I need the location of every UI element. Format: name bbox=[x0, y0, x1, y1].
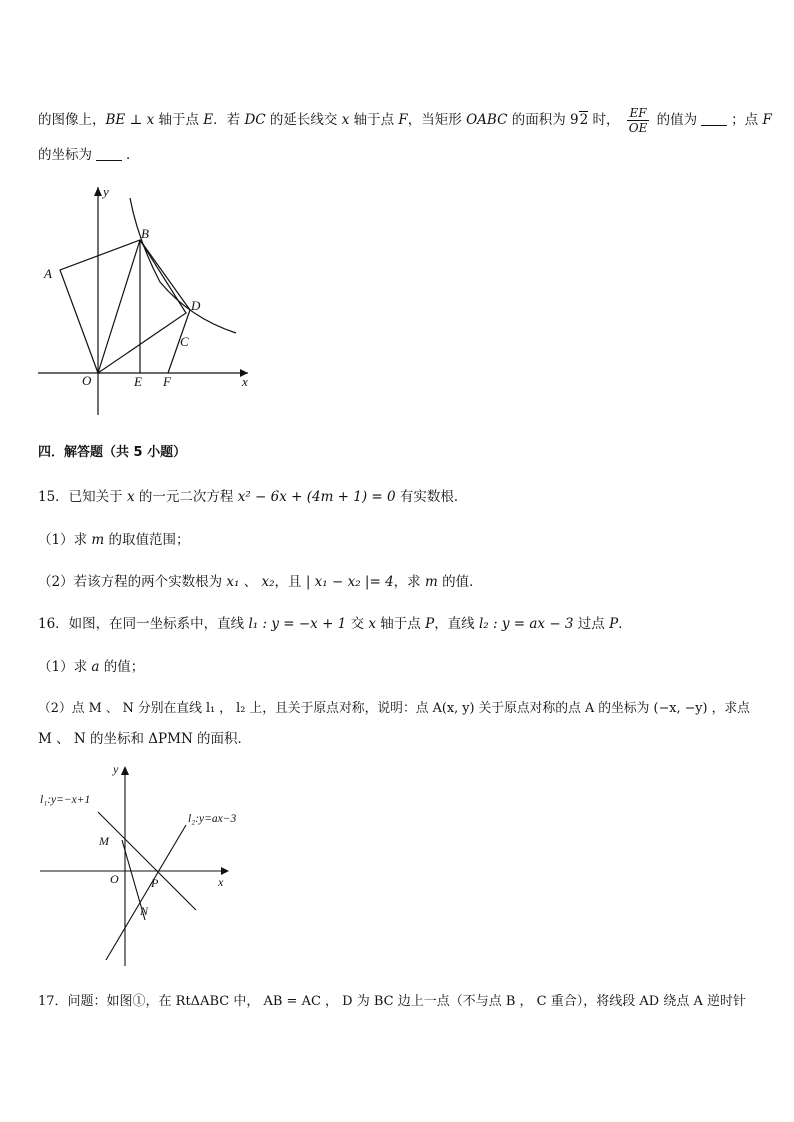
answer-blank-1[interactable] bbox=[701, 113, 727, 126]
q17-stem: 17．问题：如图①，在 RtΔABC 中， AB = AC ， D 为 BC 边上一点（不与点 B ， C 重合），将线段 AD 绕点 A 逆时针 bbox=[38, 994, 746, 1009]
y-axis-arrow-icon bbox=[94, 187, 102, 196]
sqrt-two: 2 bbox=[579, 112, 589, 128]
line-l1 bbox=[98, 812, 196, 910]
label-o: O bbox=[110, 872, 119, 886]
label-n: N bbox=[140, 904, 149, 918]
segment-ob bbox=[98, 240, 140, 373]
label-d: D bbox=[191, 298, 201, 313]
q14-line-2: 的坐标为 ． bbox=[38, 147, 140, 163]
label-f: F bbox=[163, 374, 171, 389]
figure-two-lines bbox=[30, 758, 280, 970]
label-l2: l₂:y=ax−3 bbox=[188, 813, 237, 825]
section-heading: 四．解答题（共 5 小题） bbox=[38, 445, 187, 460]
label-a: A bbox=[44, 266, 52, 281]
q16-part-2-line-1: （2）点 M 、 N 分别在直线 l₁ ， l₂ 上，且关于原点对称，说明：点 A(x, y) 关于原点对称的点 A 的坐标为 (−x, −y) ，求点 bbox=[38, 701, 750, 716]
x-axis-arrow-icon bbox=[221, 867, 229, 875]
label-c: C bbox=[180, 334, 189, 349]
rectangle-oabc bbox=[60, 240, 186, 373]
q16-stem: 16．如图，在同一坐标系中，直线 l₁ : y = −x + 1 交 x 轴于点 P，直线 l₂ : y = ax − 3 过点 P． bbox=[38, 616, 632, 632]
label-b: B bbox=[141, 226, 149, 241]
label-y: y bbox=[103, 184, 109, 199]
label-p: P bbox=[151, 876, 159, 890]
label-x: x bbox=[218, 875, 224, 889]
q15-part-1: （1）求 m 的取值范围； bbox=[38, 532, 190, 548]
q14-line-1: 的图像上，BE ⊥ x 轴于点 E．若 DC 的延长线交 x 轴于点 F，当矩形 OABC 的面积为 92 时， $\frac{EF}{OE}$ 的值为 ；点 F bbox=[38, 106, 772, 135]
label-x: x bbox=[242, 374, 248, 389]
answer-blank-2[interactable] bbox=[96, 148, 122, 161]
label-m: M bbox=[99, 834, 109, 848]
q15-part-2: （2）若该方程的两个实数根为 x₁ 、 x₂，且 | x₁ − x₂ |= 4，求 m 的值． bbox=[38, 574, 483, 590]
segment-bd bbox=[140, 240, 190, 310]
q16-part-2-line-2: M 、 N 的坐标和 ΔPMN 的面积． bbox=[38, 731, 252, 747]
q16-part-1: （1）求 a 的值； bbox=[38, 659, 145, 675]
hyperbola-curve bbox=[130, 198, 236, 333]
figure-rectangle-hyperbola bbox=[30, 175, 260, 420]
label-l1: l₁:y=−x+1 bbox=[40, 794, 91, 806]
label-y: y bbox=[113, 762, 119, 776]
q15-stem: 15．已知关于 x 的一元二次方程 x² − 6x + (4m + 1) = 0 有实数根． bbox=[38, 489, 468, 505]
line-l2 bbox=[106, 825, 186, 960]
fraction-ef-oe: $\frac{EF}{OE}$ bbox=[628, 106, 648, 135]
label-o: O bbox=[82, 373, 92, 388]
label-e: E bbox=[134, 374, 142, 389]
y-axis-arrow-icon bbox=[121, 766, 129, 775]
